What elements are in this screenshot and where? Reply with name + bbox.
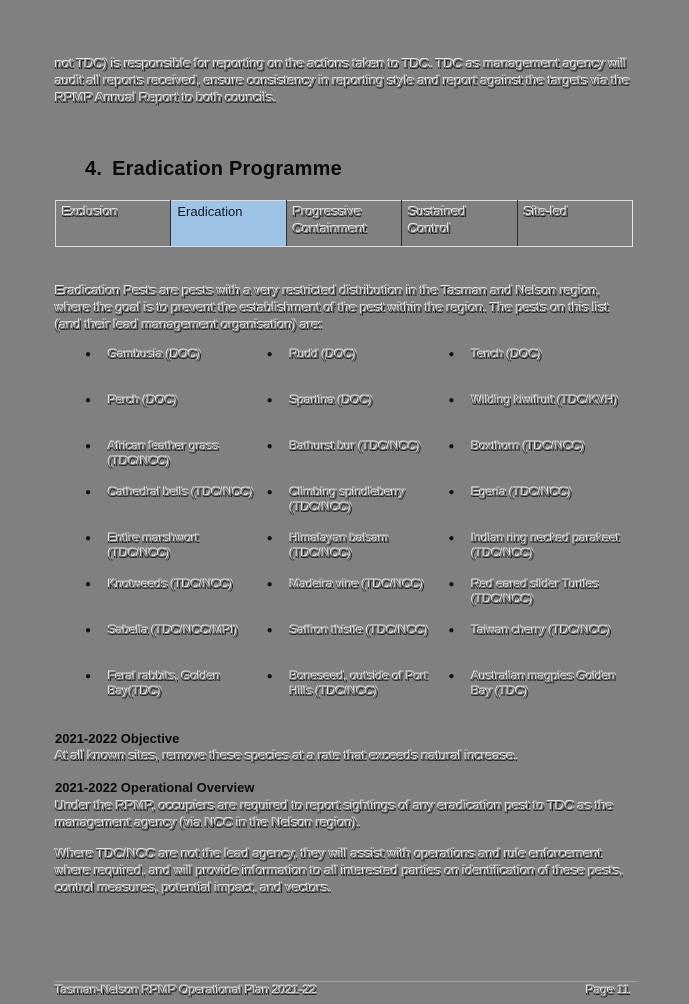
section-title: Eradication Programme [112,158,342,180]
bullet-icon: ● [266,487,273,498]
list-item: ● Feral rabbits, Golden Bay(TDC) [85,669,267,715]
list-item: ● Gambusia (DOC) [85,347,267,393]
list-item: ● Tench (DOC) [448,347,630,393]
footer-divider [55,981,637,982]
bullet-icon: ● [448,579,455,590]
bullet-icon: ● [266,625,273,636]
bullet-icon: ● [448,625,455,636]
list-item: ● Australian magpies Golden Bay (TDC) [448,669,630,715]
objective-heading: 2021-2022 Objective [55,731,180,746]
stage-eradication-active: Eradication [171,201,286,247]
list-item: ● Cathedral bells (TDC/NCC) [85,485,267,531]
pest-row [85,577,630,623]
bullet-icon: ● [266,533,273,544]
bullet-icon: ● [85,533,92,544]
pest-row [85,439,630,485]
list-item: ● Saffron thistle (TDC/NCC) [267,623,449,669]
list-item: ● Wilding kiwifruit (TDC/KVH) [448,393,630,439]
bullet-icon: ● [266,671,273,682]
stage-site-led: Site-led [517,201,632,247]
stage-exclusion: Exclusion [56,201,171,247]
bullet-icon: ● [85,671,92,682]
footer-title: Tasman-Nelson RPMP Operational Plan 2021-22 [55,983,317,997]
intro-paragraph: not TDC) is responsible for reporting on the actions taken to TDC. TDC as management agency will audit all reports received, ensure consistency in reporting style and report against the targets via the RPMP Annual Report to both councils. [55,56,630,105]
definition-paragraph: Eradication Pests are pests with a very restricted distribution in the Tasman and Nelson region, where the goal is to prevent the establishment of the pest within the region. The pests on this list (and their lead management organisation) are: [55,283,609,332]
list-item: ● Sabella (TDC/NCC/MPI) [85,623,267,669]
list-item: ● Madeira vine (TDC/NCC) [267,577,449,623]
overview-text-1: Under the RPMP, occupiers are required to report sightings of any eradication pest to TDC as the management agency (via NCC in the Nelson region). [55,798,614,830]
list-item: ● Entire marshwort (TDC/NCC) [85,531,267,577]
section-heading [85,158,342,181]
bullet-icon: ● [448,395,455,406]
list-item: ● Himalayan balsam (TDC/NCC) [267,531,449,577]
bullet-icon: ● [448,487,455,498]
bullet-icon: ● [448,441,455,452]
pest-row [85,347,630,393]
bullet-icon: ● [266,395,273,406]
list-item: ● Perch (DOC) [85,393,267,439]
bullet-icon: ● [266,441,273,452]
list-item: ● Indian ring necked parakeet (TDC/NCC) [448,531,630,577]
bullet-icon: ● [448,349,455,360]
stage-sustained-control: Sustained Control [402,201,517,247]
pest-row [85,531,630,577]
bullet-icon: ● [85,625,92,636]
bullet-icon: ● [85,487,92,498]
bullet-icon: ● [85,579,92,590]
bullet-icon: ● [448,533,455,544]
pest-row [85,393,630,439]
pest-row [85,669,630,715]
list-item: ● Bathurst bur (TDC/NCC) [267,439,449,485]
pest-row [85,485,630,531]
list-item: ● Egeria (TDC/NCC) [448,485,630,531]
objective-text: At all known sites, remove these species at a rate that exceeds natural increase. [55,748,518,763]
list-item: ● Boneseed, outside of Port Hills (TDC/NCC) [267,669,449,715]
list-item: ● Taiwan cherry (TDC/NCC) [448,623,630,669]
list-item: ● Spartina (DOC) [267,393,449,439]
list-item: ● Climbing spindleberry (TDC/NCC) [267,485,449,531]
overview-heading: 2021-2022 Operational Overview [55,780,255,795]
bullet-icon: ● [448,671,455,682]
bullet-icon: ● [266,349,273,360]
pest-row [85,623,630,669]
list-item: ● African feather grass (TDC/NCC) [85,439,267,485]
list-item: ● Boxthorn (TDC/NCC) [448,439,630,485]
stage-progressive-containment: Progressive Containment [286,201,401,247]
bullet-icon: ● [85,395,92,406]
bullet-icon: ● [85,349,92,360]
list-item: ● Red eared slider Turtles (TDC/NCC) [448,577,630,623]
page-number: Page 11 [586,983,630,997]
programme-stage-table [55,200,633,247]
bullet-icon: ● [266,579,273,590]
bullet-icon: ● [85,441,92,452]
list-item: ● Knotweeds (TDC/NCC) [85,577,267,623]
section-number: 4. [85,158,103,180]
pest-list [85,347,630,715]
list-item: ● Rudd (DOC) [267,347,449,393]
overview-text-2: Where TDC/NCC are not the lead agency, they will assist with operations and rule enforcement where required, and will provide information to all interested parties on identification of these pests, control measures, potential impact, and vectors. [55,846,623,895]
